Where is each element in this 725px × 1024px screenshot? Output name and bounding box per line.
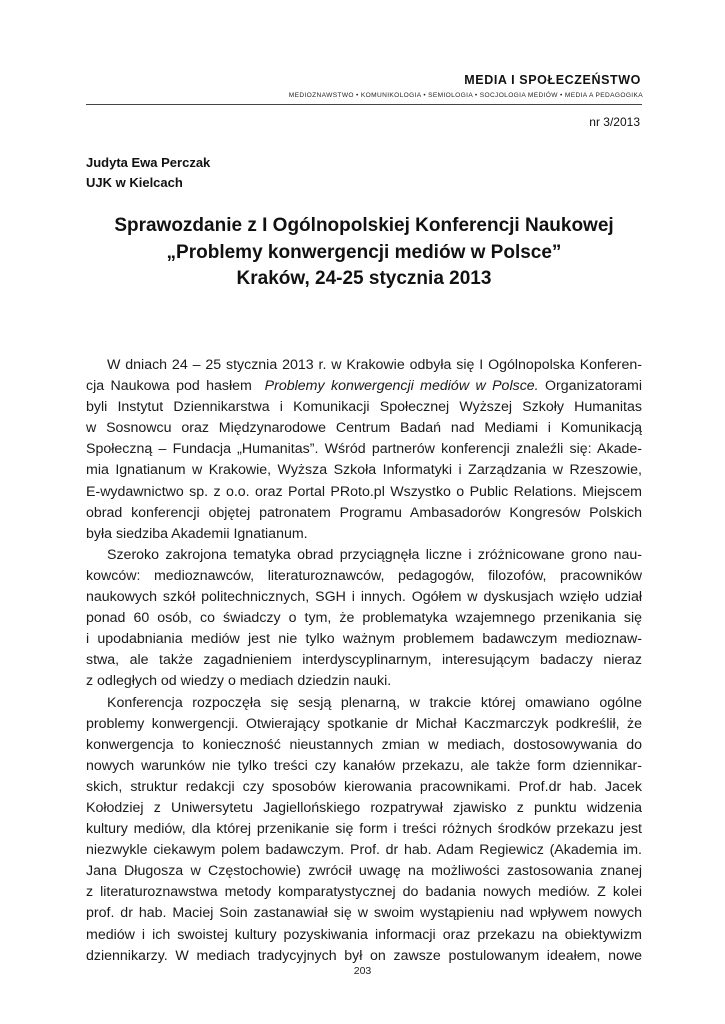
text-line: niezwykle ciekawym polem badawczym. Prof. dr hab. Adam Regiewicz (Akademia im. — [86, 842, 642, 859]
text-line: skich, struktur redakcji czy sposobów kierowania pracownikami. Prof.dr hab. Jacek — [86, 778, 642, 795]
article-body — [86, 355, 642, 967]
text-line: z odległych od wiedzy o mediach dziedzin nauki. — [86, 673, 392, 690]
text-line: i upodabniania mediów jest nie tylko ważnym problemem badawczym medioznaw- — [86, 631, 642, 648]
text-line: Społeczną – Fundacja „Humanitas”. Wśród partnerów konferencji znaleźli się: Akade- — [86, 441, 642, 458]
text-line: kultury mediów, dla której przenikanie się form i treści różnych środków przekazu jest — [86, 821, 642, 838]
text-line: Jana Długosza w Częstochowie) zwrócił uwagę na możliwości zastosowania znanej — [86, 863, 642, 880]
text-line: problemy konwergencji. Otwierający spotkanie dr Michał Kaczmarczyk podkreślił, że — [86, 715, 642, 732]
text-line: naukowych szkół politechnicznych, SGH i innych. Ogółem w dyskusjach wzięło udział — [86, 589, 642, 606]
text-line: nowych warunków nie tylko treści czy kanałów przekazu, ale także form dziennikar- — [86, 757, 642, 774]
title-line: „Problemy konwergencji mediów w Polsce” — [166, 241, 562, 263]
text-line: konwergencja to konieczność nieustannych zmian w mediach, dostosowywania do — [86, 736, 642, 753]
journal-title: MEDIA I SPOŁECZEŃSTWO — [464, 73, 641, 87]
text-line: E-wydawnictwo sp. z o.o. oraz Portal PRoto.pl Wszystko o Public Relations. Miejscem — [86, 483, 642, 500]
text-line: Szeroko zakrojona tematyka obrad przyciągnęła liczne i zróżnicowane grono nau- — [107, 546, 642, 563]
paragraph — [86, 693, 642, 967]
author-affiliation: UJK w Kielcach — [86, 175, 183, 190]
title-line: Kraków, 24-25 stycznia 2013 — [236, 268, 492, 289]
text-line — [86, 376, 642, 397]
conference-theme: Problemy konwergencji mediów w Polsce. — [264, 378, 539, 395]
text-line: dziennikarzy. W mediach tradycyjnych był on zawsze postulowanym ideałem, nowe — [86, 947, 642, 964]
page-number: 203 — [353, 965, 372, 977]
text-line: prof. dr hab. Maciej Soin zastanawiał się w swoim wystąpieniu nad wpływem nowych — [86, 905, 642, 922]
paragraph — [86, 355, 642, 545]
text-fragment: Organizatorami — [538, 378, 643, 395]
title-line: Sprawozdanie z I Ogólnopolskiej Konferencji Naukowej — [114, 215, 614, 236]
text-line: W dniach 24 – 25 stycznia 2013 r. w Krakowie odbyła się I Ogólnopolska Konferen- — [107, 357, 642, 373]
journal-subtitle: MEDIOZNAWSTWO • KOMUNIKOLOGIA • SEMIOLOGIA • SOCJOLOGIA MEDIÓW • MEDIA A PEDAGOGIKA — [288, 92, 643, 99]
text-line: Konferencja rozpoczęła się sesją plenarną, w trakcie której omawiano ogólne — [107, 694, 642, 711]
author-name: Judyta Ewa Perczak — [86, 155, 211, 170]
text-line: z literaturoznawstwa metody komparatystycznej do badania nowych mediów. Z kolei — [86, 884, 642, 901]
header-rule — [86, 104, 642, 105]
text-line: kowców: medioznawców, literaturoznawców, pedagogów, filozofów, pracowników — [86, 567, 642, 584]
text-line: ponad 60 osób, co świadczy o tym, że problematyka wzajemnego przenikania się — [86, 610, 642, 627]
issue-number: nr 3/2013 — [589, 115, 640, 129]
text-line: była siedziba Akademii Ignatianum. — [86, 525, 308, 542]
text-line: byli Instytut Dziennikarstwa i Komunikacji Społecznej Wyższej Szkoły Humanitas — [86, 399, 642, 416]
text-line: mia Ignatianum w Krakowie, Wyższa Szkoła Informatyki i Zarządzania w Rzeszowie, — [86, 462, 642, 479]
text-line: Kołodziej z Uniwersytetu Jagiellońskiego rozpatrywał zjawisko z punktu widzenia — [86, 799, 642, 816]
text-line: obrad konferencji objętej patronatem Programu Ambasadorów Kongresów Polskich — [86, 504, 642, 521]
article-title — [86, 213, 642, 293]
text-line: mediów i ich swoistej kultury pozyskiwania informacji oraz przekazu na obiektywizm — [86, 926, 642, 943]
text-line: stwa, ale także zagadnieniem interdyscyplinarnym, interesującym badaczy nieraz — [86, 652, 642, 669]
paragraph — [86, 545, 642, 693]
author-block — [86, 153, 210, 193]
text-fragment: cja Naukowa pod hasłem — [86, 378, 252, 395]
text-line: w Sosnowcu oraz Międzynarodowe Centrum Badań nad Mediami i Komunikacją — [86, 420, 642, 437]
